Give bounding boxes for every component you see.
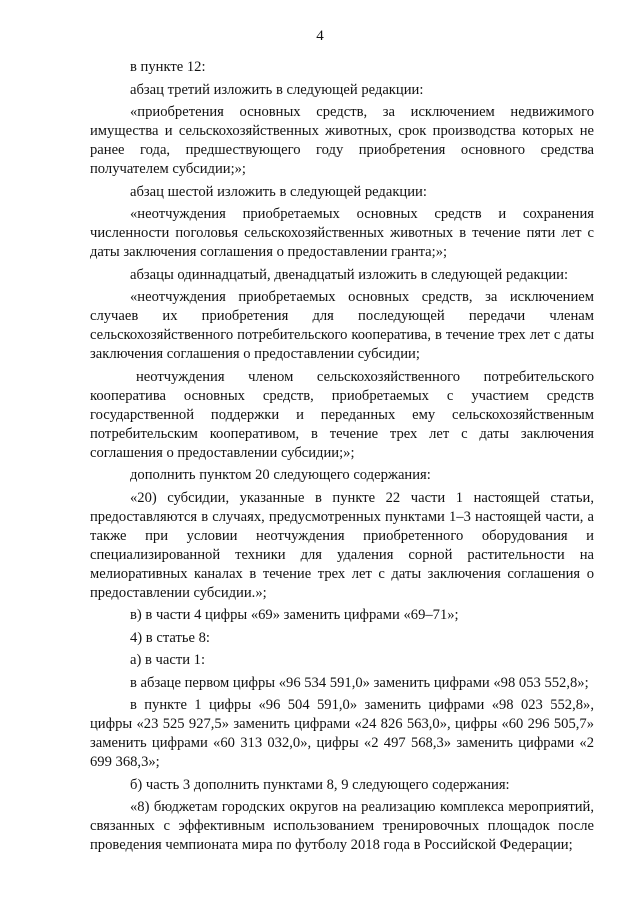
paragraph: абзац шестой изложить в следующей редакции: — [130, 183, 427, 200]
paragraph: абзацы одиннадцатый, двенадцатый изложить в следующей редакции: — [130, 266, 569, 283]
paragraph: неотчуждения членом сельскохозяйственного потребительского кооператива основных средств, приобретаемых с участием средств государственной поддержки и переданных ему сельскохозяйственным потребительским кооперативом, в течение трех лет с даты заключения соглашения о предоставлении субсидии;»; — [90, 368, 594, 461]
paragraph: в пункте 12: — [130, 59, 206, 75]
paragraph: а) в части 1: — [130, 652, 206, 668]
document-body — [90, 58, 594, 859]
paragraph: «20) субсидии, указанные в пункте 22 части 1 настоящей статьи, предоставляются в случаях, предусмотренных пунктами 1–3 настоящей части, а также при условии неотчуждения приобретенного оборудования и специализированной техники для удаления сорной растительности на мелиоративных каналах в течение трех лет с даты заключения соглашения о предоставлении субсидии.»; — [90, 489, 594, 601]
paragraph: абзац третий изложить в следующей редакции: — [130, 81, 424, 98]
paragraph: б) часть 3 дополнить пунктами 8, 9 следующего содержания: — [130, 776, 510, 793]
paragraph: 4) в статье 8: — [130, 629, 210, 646]
paragraph: «неотчуждения приобретаемых основных средств, за исключением случаев их приобретения для последующей передачи членам сельскохозяйственного потребительского кооператива, в течение трех лет с даты заключения соглашения о предоставлении субсидии; — [90, 289, 594, 362]
paragraph: дополнить пунктом 20 следующего содержания: — [130, 467, 431, 483]
paragraph: в пункте 1 цифры «96 504 591,0» заменить цифрами «98 023 552,8», цифры «23 525 927,5» заменить цифрами «24 826 563,0», цифры «60 296 505,7» заменить цифрами «60 313 032,0», цифры «2 497 568,3» заменить цифрами «2 699 368,3»; — [90, 697, 594, 770]
page-number: 4 — [316, 28, 324, 44]
paragraph: «неотчуждения приобретаемых основных средств и сохранения численности поголовья сельскохозяйственных животных в течение пяти лет с даты заключения соглашения о предоставлении гранта;»; — [90, 206, 594, 260]
paragraph: в абзаце первом цифры «96 534 591,0» заменить цифрами «98 053 552,8»; — [130, 674, 589, 691]
paragraph: «приобретения основных средств, за исключением недвижимого имущества и сельскохозяйственных животных, срок производства которых не ранее года, предшествующего году приобретения основного средства получателем субсидии;»; — [90, 104, 594, 177]
paragraph: «8) бюджетам городских округов на реализацию комплекса мероприятий, связанных с эффективным использованием тренировочных площадок после проведения чемпионата мира по футболу 2018 года в Российской Федерации; — [90, 799, 594, 853]
paragraph: в) в части 4 цифры «69» заменить цифрами «69–71»; — [130, 607, 459, 623]
